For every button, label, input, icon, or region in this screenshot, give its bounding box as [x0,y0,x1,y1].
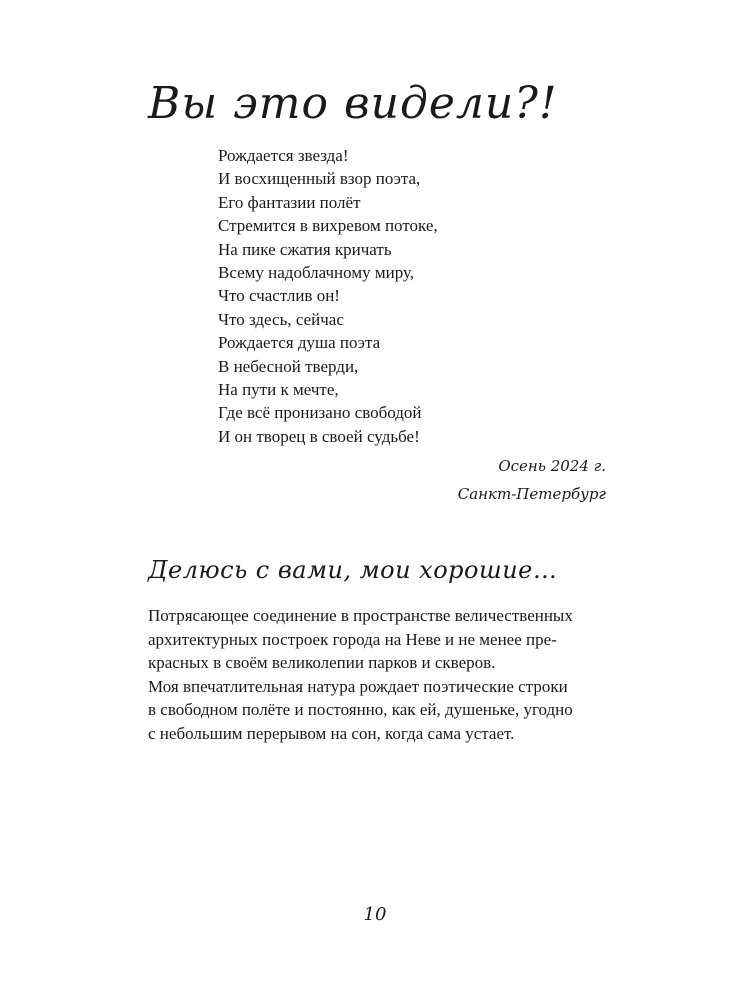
poem-line: Что здесь, сейчас [218,309,344,329]
poem-line: На пике сжатия кричать [218,239,392,259]
poem-line: Где всё пронизано свободой [218,403,422,423]
signature-place: Санкт-Петербург [457,485,606,503]
page-number: 10 [363,904,387,925]
poem-line: На пути к мечте, [218,380,339,400]
poem-line: Стремится в вихревом потоке, [218,216,438,236]
text-line: архитектурных построек города на Неве и не менее пре- [148,629,557,649]
section-title: Делюсь с вами, мои хорошие… [148,556,558,584]
poem-body [218,144,438,448]
poem-line: В небесной тверди, [218,356,359,376]
poem-line: Его фантазии полёт [218,192,361,212]
text-line: в свободном полёте и постоянно, как ей, душеньке, угодно [148,700,573,719]
text-line: Моя впечатлительная натура рождает поэтические строки [148,676,568,696]
poem-signature [458,452,606,508]
signature-date: Осень 2024 г. [498,457,606,475]
text-line: красных в своём великолепии парков и скверов. [148,653,496,672]
text-line: с небольшим перерывом на сон, когда сама устает. [148,723,515,743]
poem-line: Рождается звезда! [218,146,349,165]
poem-title: Вы это видели?! [148,78,558,129]
text-line: Потрясающее соединение в пространстве величественных [148,606,573,625]
poem-line: Что счастлив он! [218,286,340,306]
section-text [148,604,618,745]
poem-line: И восхищенный взор поэта, [218,169,421,189]
poem-line: Рождается душа поэта [218,333,381,353]
poem-line: И он творец в своей судьбе! [218,426,420,446]
poem-line: Всему надоблачному миру, [218,263,415,283]
